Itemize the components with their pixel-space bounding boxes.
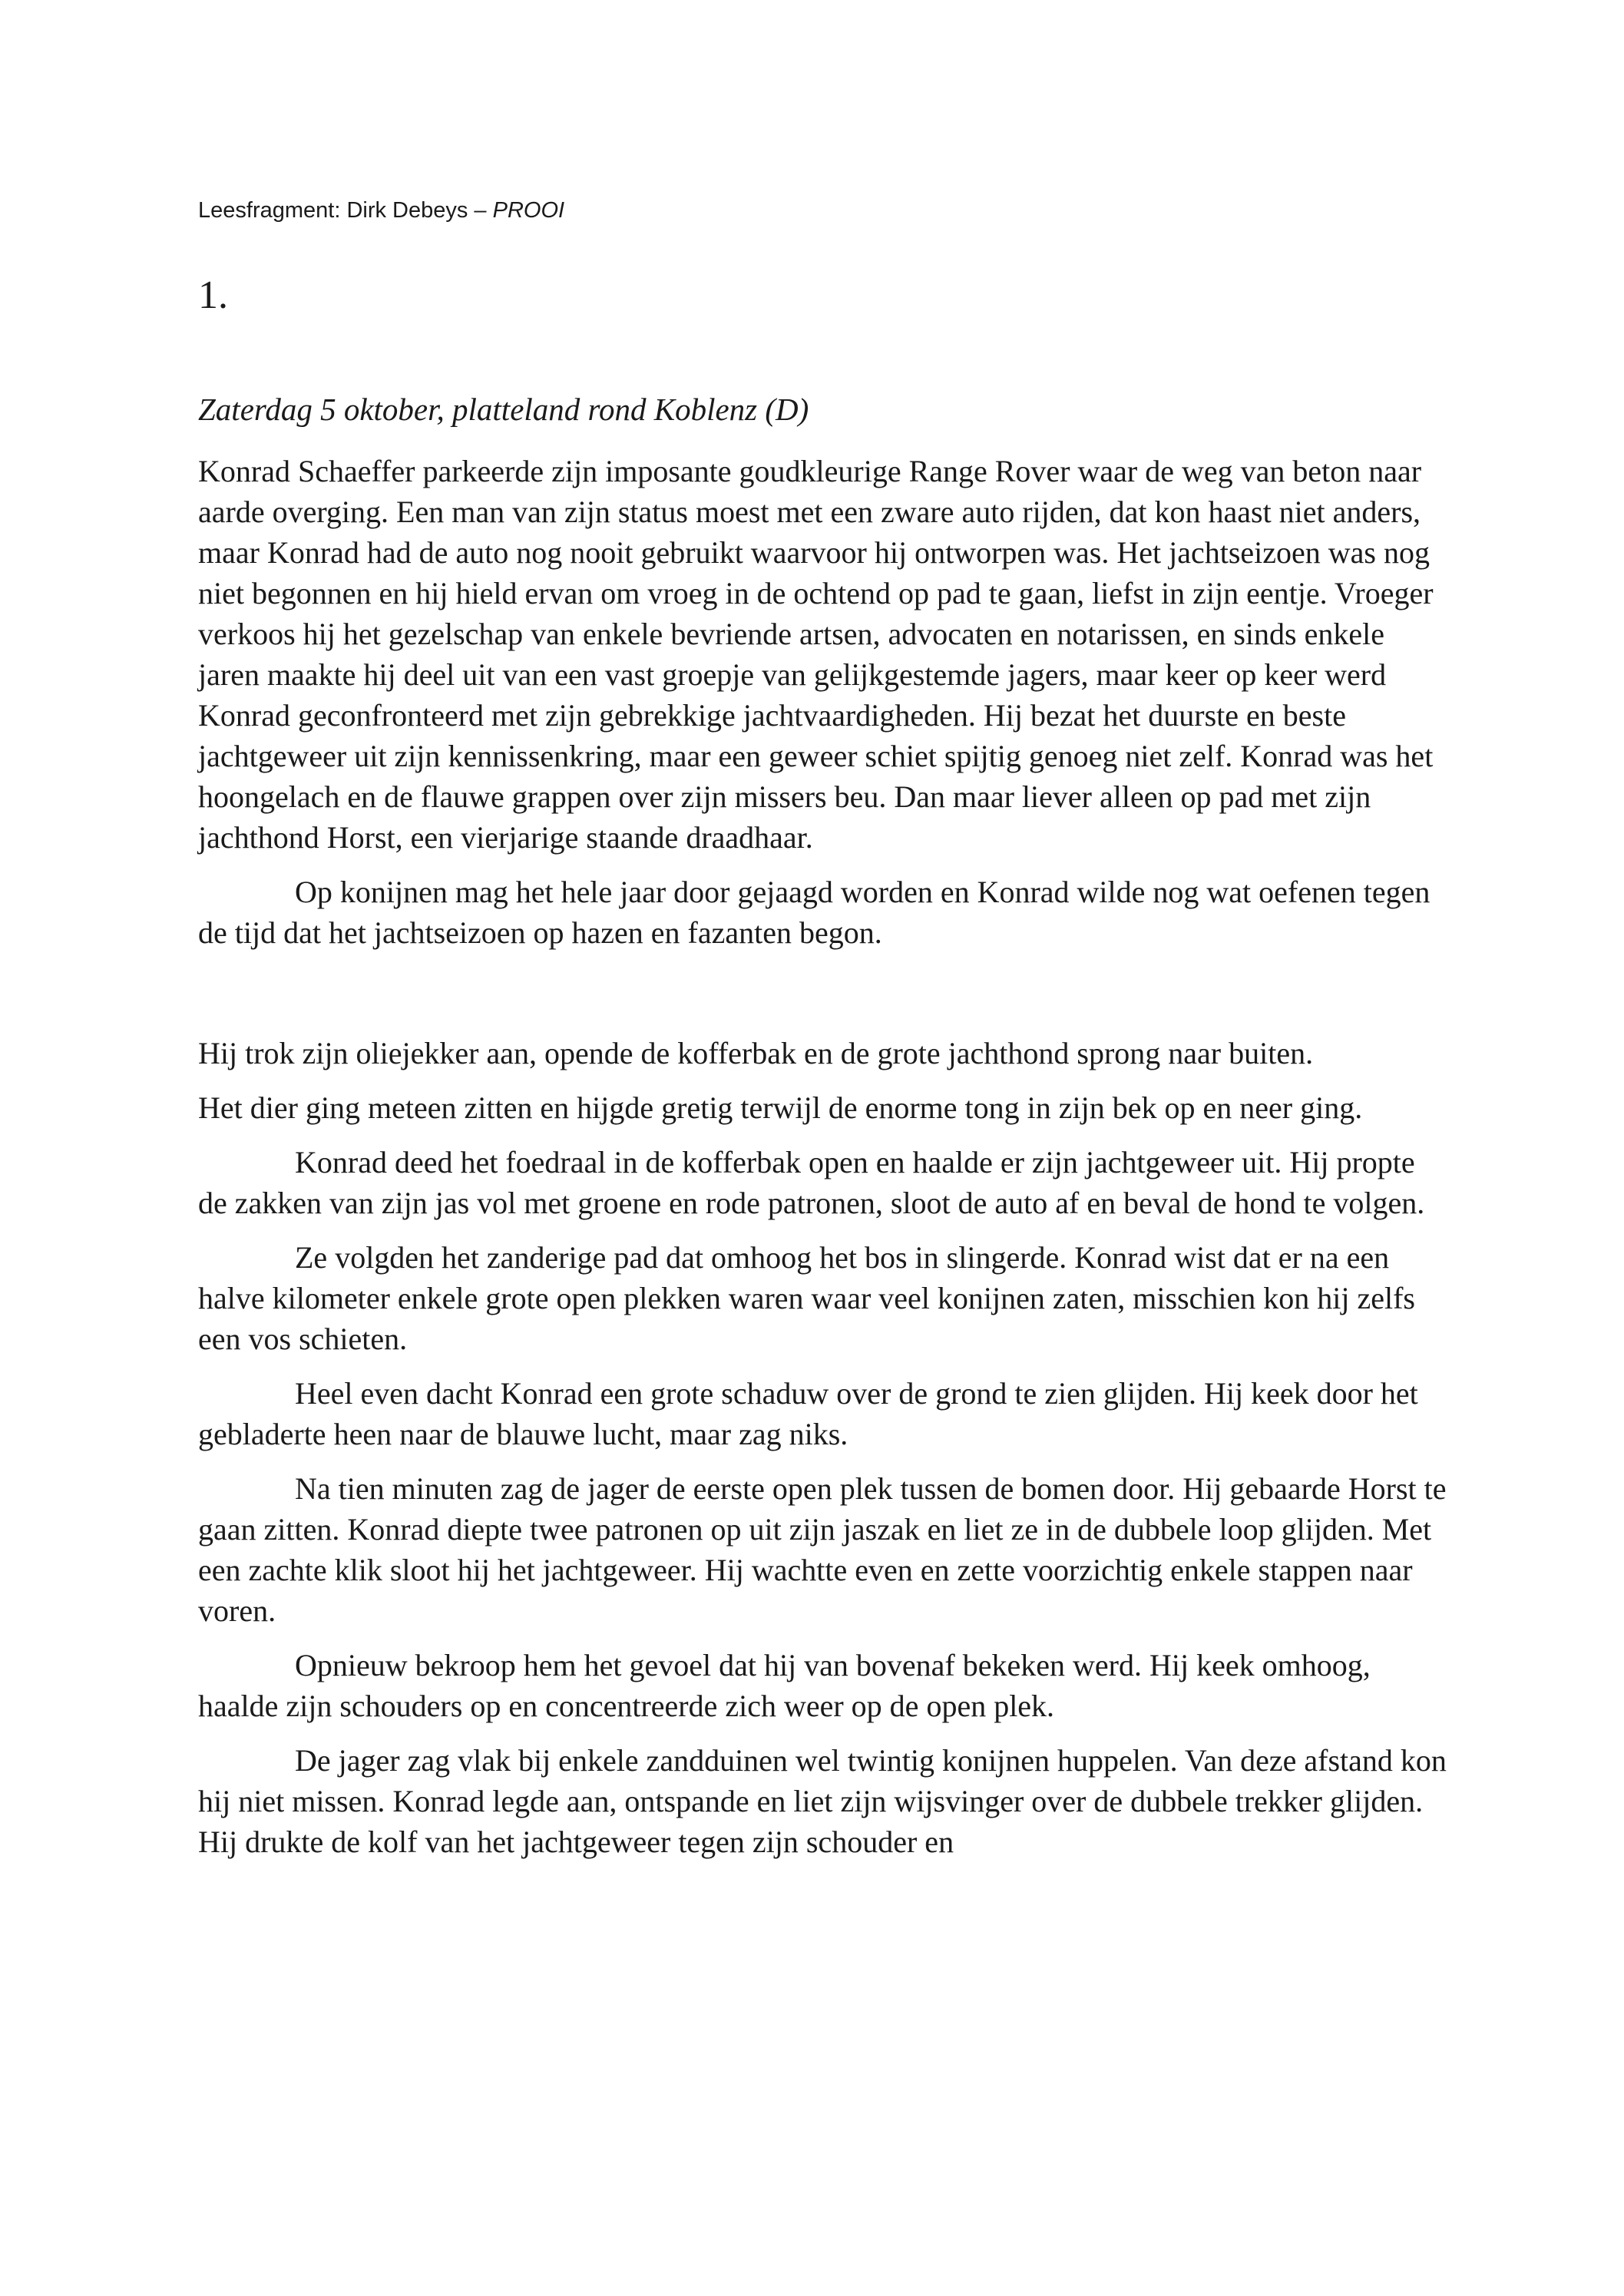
paragraph: Het dier ging meteen zitten en hijgde gretig terwijl de enorme tong in zijn bek op en neer ging. <box>198 1090 1363 1125</box>
paragraph: Hij trok zijn oliejekker aan, opende de kofferbak en de grote jachthond sprong naar buiten. <box>198 1036 1314 1070</box>
chapter-number: 1. <box>198 273 228 317</box>
paragraph: Na tien minuten zag de jager de eerste open plek tussen de bomen door. Hij gebaarde Horst te gaan zitten. Konrad diepte twee patronen op uit zijn jaszak en liet ze in de dubbele loop glijden. Met een zachte klik sloot hij het jachtgeweer. Hij wachtte even en zette voorzichtig enkele stappen naar voren. <box>198 1471 1447 1628</box>
paragraph: Heel even dacht Konrad een grote schaduw over de grond te zien glijden. Hij keek door het gebladerte heen naar de blauwe lucht, maar zag niks. <box>198 1376 1418 1451</box>
paragraph: De jager zag vlak bij enkele zandduinen wel twintig konijnen huppelen. Van deze afstand kon hij niet missen. Konrad legde aan, ontspande en liet zijn wijsvinger over de dubbele trekker glijden. Hij drukte de kolf van het jachtgeweer tegen zijn schouder en <box>198 1743 1447 1859</box>
paragraph: Konrad Schaeffer parkeerde zijn imposante goudkleurige Range Rover waar de weg van beton naar aarde overging. Een man van zijn status moest met een zware auto rijden, dat kon haast niet anders, maar Konrad had de auto nog nooit gebruikt waarvoor hij ontworpen was. Het jachtseizoen was nog niet begonnen en hij hield ervan om vroeg in de ochtend op pad te gaan, liefst in zijn eentje. Vroeger verkoos hij het gezelschap van enkele bevriende artsen, advocaten en notarissen, en sinds enkele jaren maakte hij deel uit van een vast groepje van gelijkgestemde jagers, maar keer op keer werd Konrad geconfronteerd met zijn gebrekkige jachtvaardigheden. Hij bezat het duurste en beste jachtgeweer uit zijn kennissenkring, maar een geweer schiet spijtig genoeg niet zelf. Konrad was het hoongelach en de flauwe grappen over zijn missers beu. Dan maar liever alleen op pad met zijn jachthond Horst, een vierjarige staande draadhaar. <box>198 454 1434 855</box>
paragraph: Op konijnen mag het hele jaar door gejaagd worden en Konrad wilde nog wat oefenen tegen de tijd dat het jachtseizoen op hazen en fazanten begon. <box>198 875 1431 950</box>
paragraph: Opnieuw bekroop hem het gevoel dat hij van bovenaf bekeken werd. Hij keek omhoog, haalde zijn schouders op en concentreerde zich weer op de open plek. <box>198 1648 1371 1723</box>
paragraph: Ze volgden het zanderige pad dat omhoog het bos in slingerde. Konrad wist dat er na een halve kilometer enkele grote open plekken waren waar veel konijnen zaten, misschien kon hij zelfs een vos schieten. <box>198 1240 1415 1356</box>
header-prefix: Leesfragment: Dirk Debeys – <box>198 198 493 223</box>
chapter-subtitle: Zaterdag 5 oktober, platteland rond Koblenz (D) <box>198 392 809 427</box>
story-body <box>198 451 1451 1862</box>
book-title: PROOI <box>492 198 565 223</box>
document-header <box>198 197 564 223</box>
paragraph: Konrad deed het foedraal in de kofferbak open en haalde er zijn jachtgeweer uit. Hij propte de zakken van zijn jas vol met groene en rode patronen, sloot de auto af en beval de hond te volgen. <box>198 1145 1425 1220</box>
